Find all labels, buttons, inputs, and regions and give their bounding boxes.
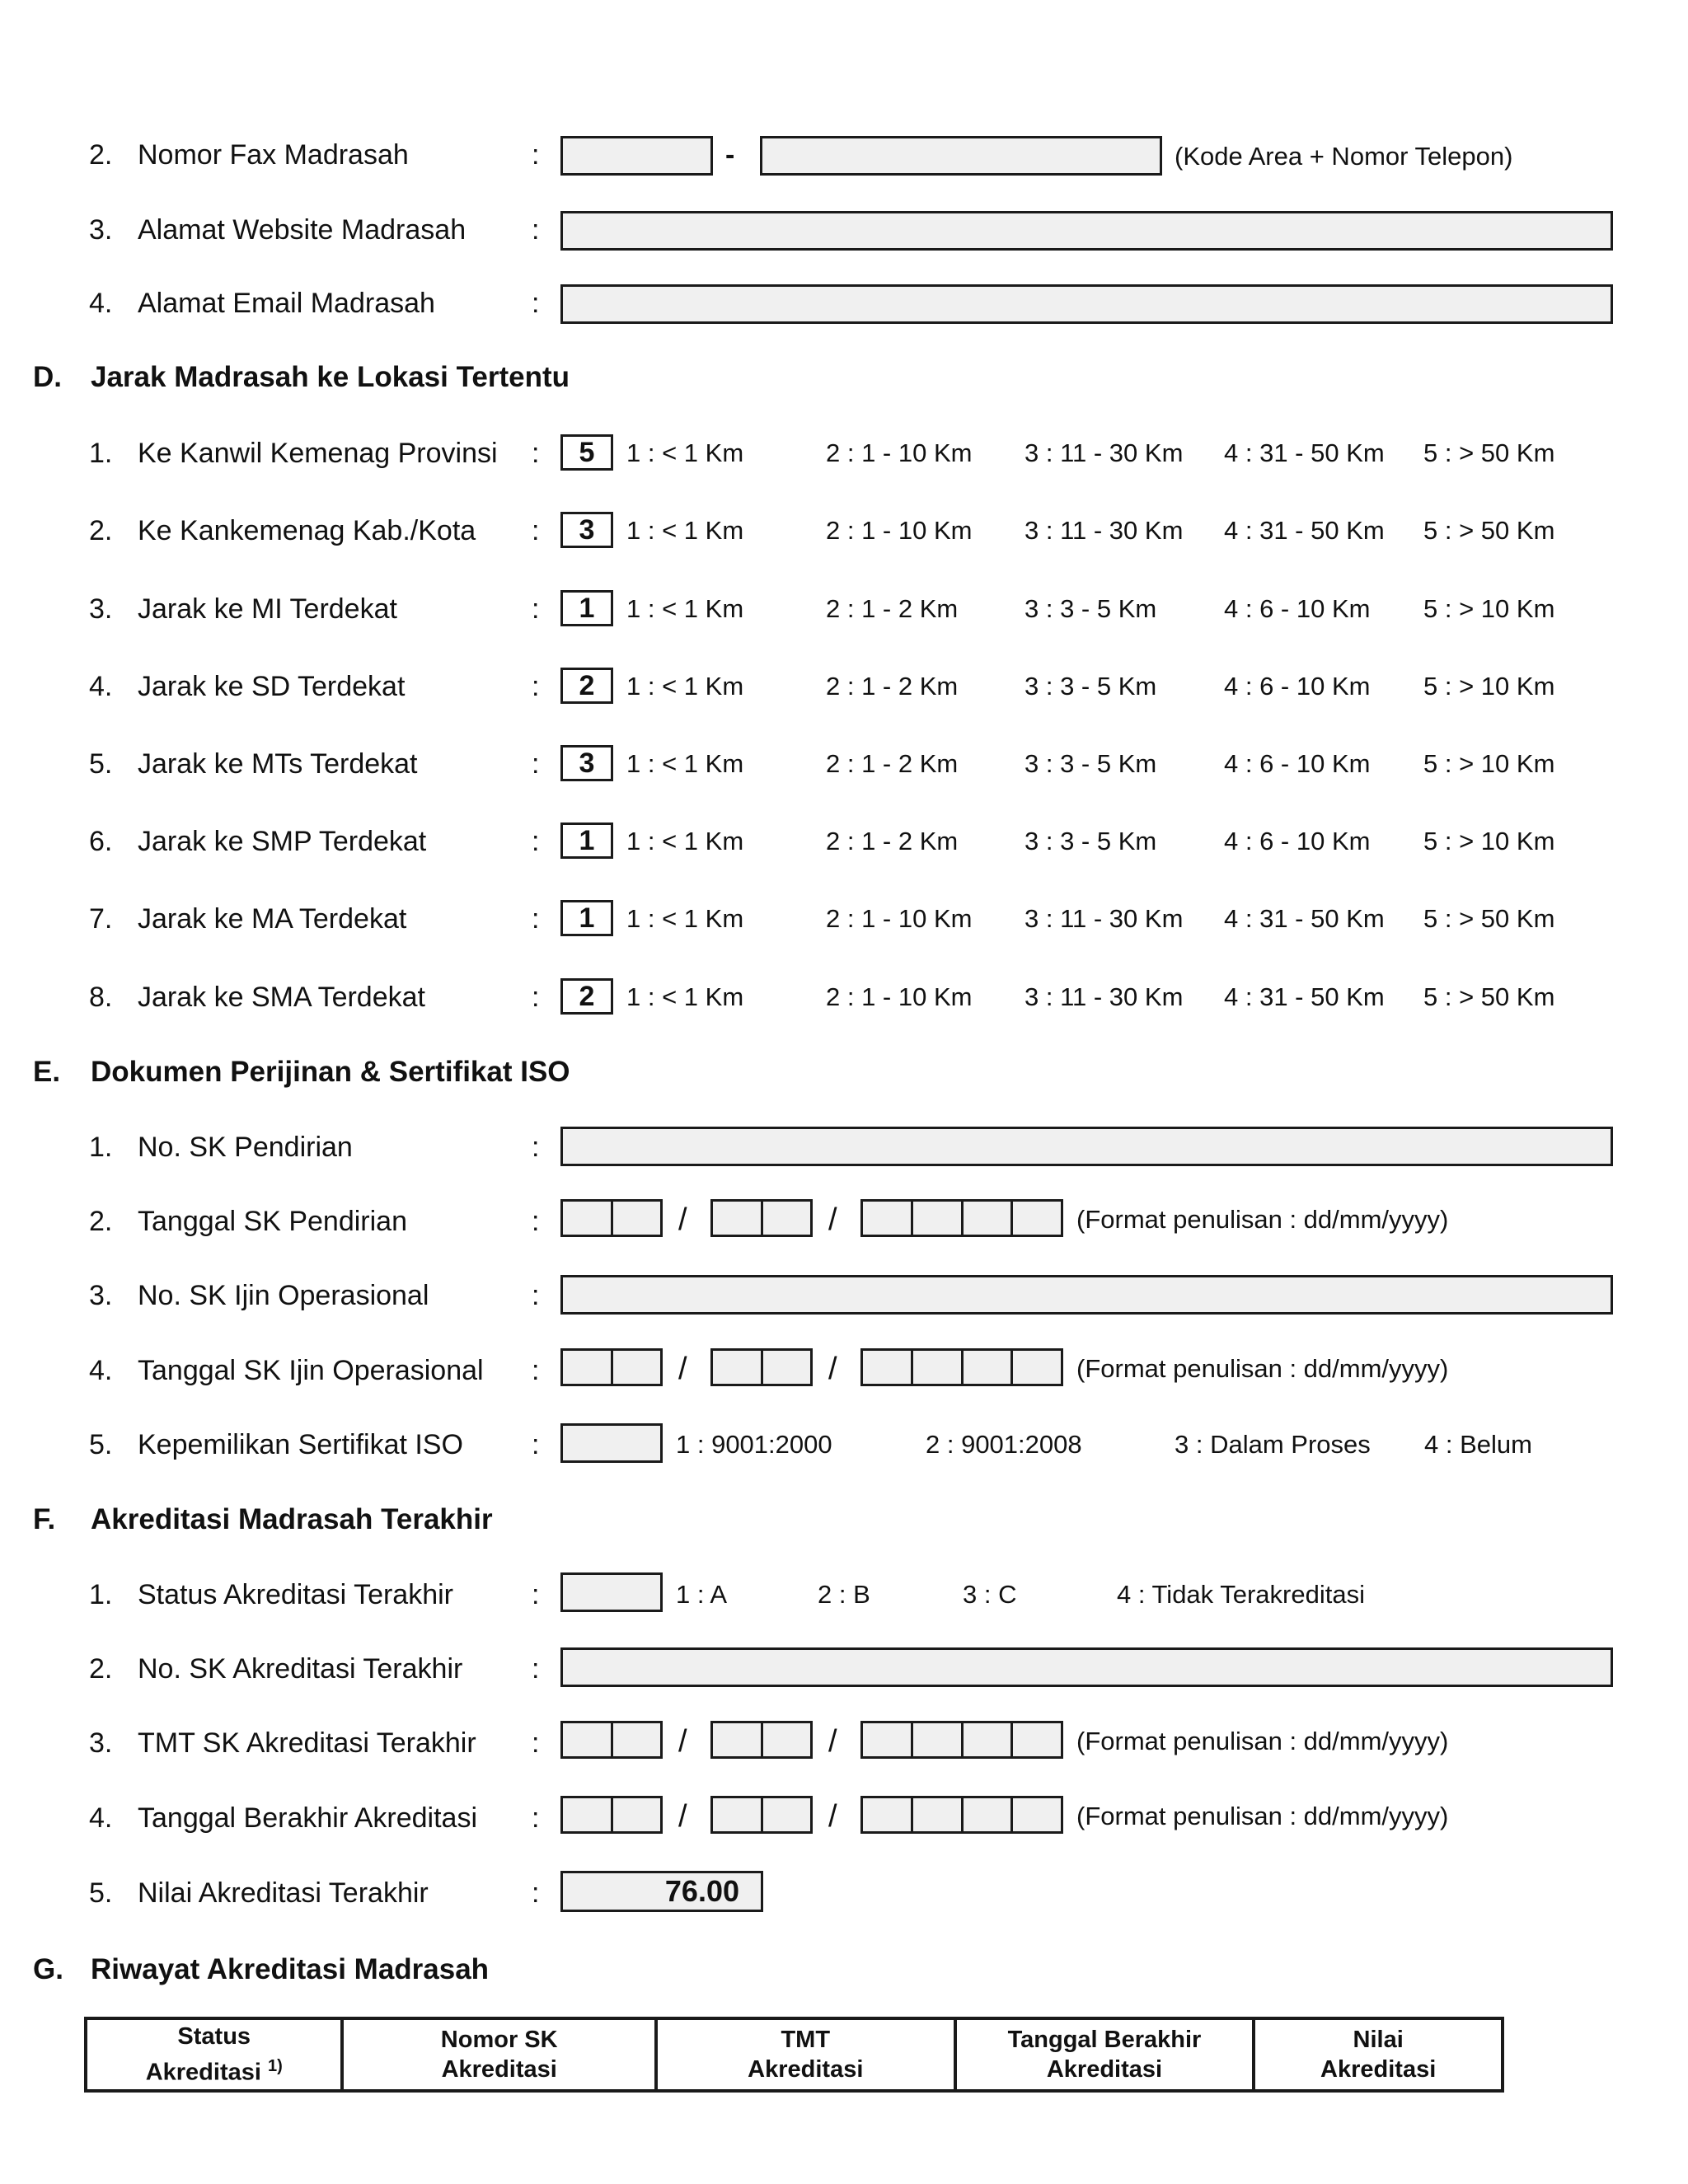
distance-option: 4 : 6 - 10 Km <box>1224 672 1371 701</box>
digit-cell[interactable] <box>863 1351 913 1384</box>
riwayat-akreditasi-table <box>84 2017 1504 2093</box>
berakhir-label: Tanggal Berakhir Akreditasi <box>138 1802 478 1834</box>
distance-code-box[interactable]: 2 <box>560 978 613 1015</box>
colon: : <box>532 982 540 1013</box>
status-option-c: 3 : C <box>963 1580 1017 1609</box>
col-nomor-sk-line1: Nomor SK <box>440 2027 558 2053</box>
date-slash: / <box>828 1724 837 1759</box>
distance-row-number: 5. <box>89 748 113 780</box>
tgl-operasional-date-year[interactable] <box>860 1348 1063 1386</box>
colon: : <box>532 1132 540 1163</box>
col-nomor-sk <box>342 2018 655 2091</box>
digit-cell[interactable] <box>563 1798 613 1831</box>
col-nilai-line2: Akreditasi <box>1320 2056 1437 2083</box>
col-nomor-sk-line2: Akreditasi <box>441 2056 557 2083</box>
distance-row-label: Ke Kanwil Kemenag Provinsi <box>138 438 498 469</box>
sk-operasional-label: No. SK Ijin Operasional <box>138 1280 429 1311</box>
distance-option: 4 : 6 - 10 Km <box>1224 749 1371 778</box>
distance-option: 1 : < 1 Km <box>626 438 744 467</box>
distance-option: 4 : 6 - 10 Km <box>1224 594 1371 623</box>
distance-option: 3 : 3 - 5 Km <box>1025 672 1157 701</box>
date-slash: / <box>828 1799 837 1834</box>
distance-code-box[interactable]: 1 <box>560 590 613 626</box>
section-d-title: Jarak Madrasah ke Lokasi Tertentu <box>91 361 570 393</box>
tgl-pendirian-number: 2. <box>89 1206 113 1237</box>
distance-option: 4 : 31 - 50 Km <box>1224 904 1385 933</box>
digit-cell[interactable] <box>1013 1202 1061 1235</box>
section-e-letter: E. <box>33 1056 61 1088</box>
colon: : <box>532 214 540 246</box>
digit-cell[interactable] <box>964 1723 1014 1756</box>
tgl-operasional-label: Tanggal SK Ijin Operasional <box>138 1355 484 1386</box>
distance-option: 3 : 3 - 5 Km <box>1025 749 1157 778</box>
sk-akreditasi-input[interactable] <box>560 1647 1613 1687</box>
distance-row-number: 6. <box>89 826 113 857</box>
email-label: Alamat Email Madrasah <box>138 288 435 319</box>
digit-cell[interactable] <box>613 1798 661 1831</box>
distance-option: 4 : 31 - 50 Km <box>1224 982 1385 1011</box>
email-number: 4. <box>89 288 113 319</box>
digit-cell[interactable] <box>713 1351 763 1384</box>
iso-option-3: 3 : Dalam Proses <box>1175 1430 1371 1459</box>
col-status <box>86 2018 342 2091</box>
fax-number: 2. <box>89 139 113 171</box>
sk-akreditasi-label: No. SK Akreditasi Terakhir <box>138 1653 463 1685</box>
website-number: 3. <box>89 214 113 246</box>
digit-cell[interactable] <box>613 1202 661 1235</box>
status-option-a: 1 : A <box>676 1580 728 1609</box>
fax-dash: - <box>725 139 735 171</box>
colon: : <box>532 903 540 935</box>
col-tanggal-berakhir-line1: Tanggal Berakhir <box>1007 2027 1202 2053</box>
distance-option: 5 : > 10 Km <box>1423 827 1555 855</box>
colon: : <box>532 1429 540 1460</box>
distance-option: 5 : > 50 Km <box>1423 438 1555 467</box>
berakhir-date-month[interactable] <box>710 1796 813 1834</box>
nilai-akreditasi-input[interactable]: 76.00 <box>560 1871 763 1912</box>
section-f-title: Akreditasi Madrasah Terakhir <box>91 1503 493 1535</box>
digit-cell[interactable] <box>863 1202 913 1235</box>
colon: : <box>532 593 540 625</box>
distance-option: 3 : 11 - 30 Km <box>1025 438 1184 467</box>
date-format-hint: (Format penulisan : dd/mm/yyyy) <box>1076 1727 1449 1755</box>
distance-code-box[interactable]: 1 <box>560 900 613 936</box>
tgl-operasional-date-month[interactable] <box>710 1348 813 1386</box>
digit-cell[interactable] <box>763 1351 811 1384</box>
digit-cell[interactable] <box>863 1723 913 1756</box>
date-format-hint: (Format penulisan : dd/mm/yyyy) <box>1076 1205 1449 1234</box>
fax-hint: (Kode Area + Nomor Telepon) <box>1175 142 1513 171</box>
distance-row-label: Jarak ke SMA Terdekat <box>138 982 425 1013</box>
fax-label: Nomor Fax Madrasah <box>138 139 409 171</box>
digit-cell[interactable] <box>563 1351 613 1384</box>
col-nilai-line1: Nilai <box>1353 2027 1404 2053</box>
distance-row-label: Jarak ke SMP Terdekat <box>138 826 427 857</box>
colon: : <box>532 1727 540 1759</box>
footnote-marker: 1) <box>267 2057 283 2076</box>
colon: : <box>532 515 540 546</box>
digit-cell[interactable] <box>763 1798 811 1831</box>
distance-option: 2 : 1 - 2 Km <box>826 749 959 778</box>
colon: : <box>532 1653 540 1685</box>
digit-cell[interactable] <box>713 1798 763 1831</box>
fax-area-code-input[interactable] <box>560 136 713 176</box>
digit-cell[interactable] <box>763 1202 811 1235</box>
distance-row-number: 3. <box>89 593 113 625</box>
website-input[interactable] <box>560 211 1613 251</box>
status-option-tidak: 4 : Tidak Terakreditasi <box>1117 1580 1365 1609</box>
distance-code-box[interactable]: 1 <box>560 823 613 859</box>
berakhir-number: 4. <box>89 1802 113 1834</box>
tgl-operasional-date-day[interactable] <box>560 1348 663 1386</box>
fax-number-input[interactable] <box>760 136 1162 176</box>
colon: : <box>532 288 540 319</box>
tmt-number: 3. <box>89 1727 113 1759</box>
tmt-date-day[interactable] <box>560 1721 663 1759</box>
col-tanggal-berakhir <box>955 2018 1254 2091</box>
digit-cell[interactable] <box>1013 1723 1061 1756</box>
berakhir-date-year[interactable] <box>860 1796 1063 1834</box>
digit-cell[interactable] <box>964 1798 1014 1831</box>
distance-row-label: Ke Kankemenag Kab./Kota <box>138 515 476 546</box>
distance-option: 5 : > 10 Km <box>1423 672 1555 701</box>
distance-option: 5 : > 10 Km <box>1423 594 1555 623</box>
sk-pendirian-input[interactable] <box>560 1127 1613 1166</box>
distance-row-number: 1. <box>89 438 113 469</box>
iso-option-2: 2 : 9001:2008 <box>926 1430 1082 1459</box>
date-slash: / <box>678 1724 687 1759</box>
colon: : <box>532 139 540 171</box>
section-g-letter: G. <box>33 1953 63 1985</box>
digit-cell[interactable] <box>713 1202 763 1235</box>
digit-cell[interactable] <box>964 1202 1014 1235</box>
distance-option: 1 : < 1 Km <box>626 827 744 855</box>
digit-cell[interactable] <box>913 1202 964 1235</box>
tgl-operasional-number: 4. <box>89 1355 113 1386</box>
colon: : <box>532 438 540 469</box>
digit-cell[interactable] <box>563 1723 613 1756</box>
distance-option: 5 : > 50 Km <box>1423 982 1555 1011</box>
distance-option: 3 : 3 - 5 Km <box>1025 827 1157 855</box>
tgl-pendirian-label: Tanggal SK Pendirian <box>138 1206 408 1237</box>
distance-code-box[interactable]: 3 <box>560 512 613 548</box>
distance-row-label: Jarak ke MI Terdekat <box>138 593 397 625</box>
sk-pendirian-number: 1. <box>89 1132 113 1163</box>
col-nilai <box>1254 2018 1503 2091</box>
digit-cell[interactable] <box>763 1723 811 1756</box>
tmt-label: TMT SK Akreditasi Terakhir <box>138 1727 476 1759</box>
colon: : <box>532 748 540 780</box>
colon: : <box>532 1206 540 1237</box>
colon: : <box>532 1877 540 1909</box>
distance-code-box[interactable]: 3 <box>560 745 613 781</box>
iso-label: Kepemilikan Sertifikat ISO <box>138 1429 463 1460</box>
distance-option: 1 : < 1 Km <box>626 594 744 623</box>
digit-cell[interactable] <box>913 1798 964 1831</box>
section-d-letter: D. <box>33 361 62 393</box>
digit-cell[interactable] <box>913 1351 964 1384</box>
digit-cell[interactable] <box>713 1723 763 1756</box>
colon: : <box>532 1280 540 1311</box>
website-label: Alamat Website Madrasah <box>138 214 467 246</box>
tgl-pendirian-date-day[interactable] <box>560 1199 663 1237</box>
sk-pendirian-label: No. SK Pendirian <box>138 1132 353 1163</box>
iso-option-4: 4 : Belum <box>1424 1430 1532 1459</box>
distance-option: 3 : 3 - 5 Km <box>1025 594 1157 623</box>
colon: : <box>532 826 540 857</box>
email-input[interactable] <box>560 284 1613 324</box>
date-format-hint: (Format penulisan : dd/mm/yyyy) <box>1076 1802 1449 1830</box>
distance-row-number: 7. <box>89 903 113 935</box>
status-akreditasi-number: 1. <box>89 1579 113 1610</box>
sk-operasional-input[interactable] <box>560 1275 1613 1315</box>
distance-option: 5 : > 50 Km <box>1423 516 1555 545</box>
sk-operasional-number: 3. <box>89 1280 113 1311</box>
distance-option: 3 : 11 - 30 Km <box>1025 982 1184 1011</box>
digit-cell[interactable] <box>1013 1351 1061 1384</box>
colon: : <box>532 1802 540 1834</box>
distance-row-label: Jarak ke MTs Terdekat <box>138 748 418 780</box>
distance-row-number: 4. <box>89 671 113 702</box>
col-tmt-line2: Akreditasi <box>748 2056 864 2083</box>
digit-cell[interactable] <box>563 1202 613 1235</box>
nilai-number: 5. <box>89 1877 113 1909</box>
status-option-b: 2 : B <box>818 1580 870 1609</box>
iso-input[interactable] <box>560 1423 663 1463</box>
distance-option: 1 : < 1 Km <box>626 904 744 933</box>
tmt-date-month[interactable] <box>710 1721 813 1759</box>
distance-option: 2 : 1 - 10 Km <box>826 516 973 545</box>
colon: : <box>532 1355 540 1386</box>
colon: : <box>532 1579 540 1610</box>
distance-option: 3 : 11 - 30 Km <box>1025 516 1184 545</box>
distance-option: 4 : 6 - 10 Km <box>1224 827 1371 855</box>
date-format-hint: (Format penulisan : dd/mm/yyyy) <box>1076 1354 1449 1383</box>
sk-akreditasi-number: 2. <box>89 1653 113 1685</box>
section-g-title: Riwayat Akreditasi Madrasah <box>91 1953 490 1985</box>
berakhir-date-day[interactable] <box>560 1796 663 1834</box>
col-tmt <box>656 2018 955 2091</box>
iso-option-1: 1 : 9001:2000 <box>676 1430 832 1459</box>
tgl-pendirian-date-year[interactable] <box>860 1199 1063 1237</box>
distance-option: 2 : 1 - 10 Km <box>826 904 973 933</box>
distance-option: 5 : > 50 Km <box>1423 904 1555 933</box>
digit-cell[interactable] <box>964 1351 1014 1384</box>
section-f-letter: F. <box>33 1503 56 1535</box>
distance-option: 3 : 11 - 30 Km <box>1025 904 1184 933</box>
distance-row-label: Jarak ke SD Terdekat <box>138 671 406 702</box>
distance-option: 2 : 1 - 2 Km <box>826 827 959 855</box>
distance-option: 1 : < 1 Km <box>626 749 744 778</box>
distance-option: 5 : > 10 Km <box>1423 749 1555 778</box>
date-slash: / <box>828 1352 837 1386</box>
distance-option: 4 : 31 - 50 Km <box>1224 438 1385 467</box>
date-slash: / <box>678 1202 687 1237</box>
tgl-pendirian-date-month[interactable] <box>710 1199 813 1237</box>
digit-cell[interactable] <box>1013 1798 1061 1831</box>
digit-cell[interactable] <box>613 1723 661 1756</box>
section-e-title: Dokumen Perijinan & Sertifikat ISO <box>91 1056 570 1088</box>
table-header-row <box>86 2018 1503 2091</box>
digit-cell[interactable] <box>613 1351 661 1384</box>
distance-option: 1 : < 1 Km <box>626 672 744 701</box>
distance-option: 2 : 1 - 10 Km <box>826 438 973 467</box>
distance-option: 2 : 1 - 10 Km <box>826 982 973 1011</box>
distance-row-number: 2. <box>89 515 113 546</box>
distance-option: 1 : < 1 Km <box>626 516 744 545</box>
status-akreditasi-label: Status Akreditasi Terakhir <box>138 1579 453 1610</box>
distance-option: 1 : < 1 Km <box>626 982 744 1011</box>
distance-option: 2 : 1 - 2 Km <box>826 594 959 623</box>
distance-row-number: 8. <box>89 982 113 1013</box>
col-tanggal-berakhir-line2: Akreditasi <box>1046 2056 1163 2083</box>
col-tmt-line1: TMT <box>781 2027 831 2053</box>
colon: : <box>532 671 540 702</box>
distance-option: 4 : 31 - 50 Km <box>1224 516 1385 545</box>
iso-number: 5. <box>89 1429 113 1460</box>
distance-option: 2 : 1 - 2 Km <box>826 672 959 701</box>
digit-cell[interactable] <box>913 1723 964 1756</box>
distance-code-box[interactable]: 5 <box>560 434 613 471</box>
nilai-label: Nilai Akreditasi Terakhir <box>138 1877 429 1909</box>
status-akreditasi-input[interactable] <box>560 1572 663 1612</box>
distance-code-box[interactable]: 2 <box>560 668 613 704</box>
col-status-line2: Akreditasi <box>145 2059 261 2086</box>
date-slash: / <box>678 1799 687 1834</box>
date-slash: / <box>678 1352 687 1386</box>
date-slash: / <box>828 1202 837 1237</box>
distance-row-label: Jarak ke MA Terdekat <box>138 903 407 935</box>
digit-cell[interactable] <box>863 1798 913 1831</box>
tmt-date-year[interactable] <box>860 1721 1063 1759</box>
col-status-line1: Status <box>177 2023 251 2050</box>
